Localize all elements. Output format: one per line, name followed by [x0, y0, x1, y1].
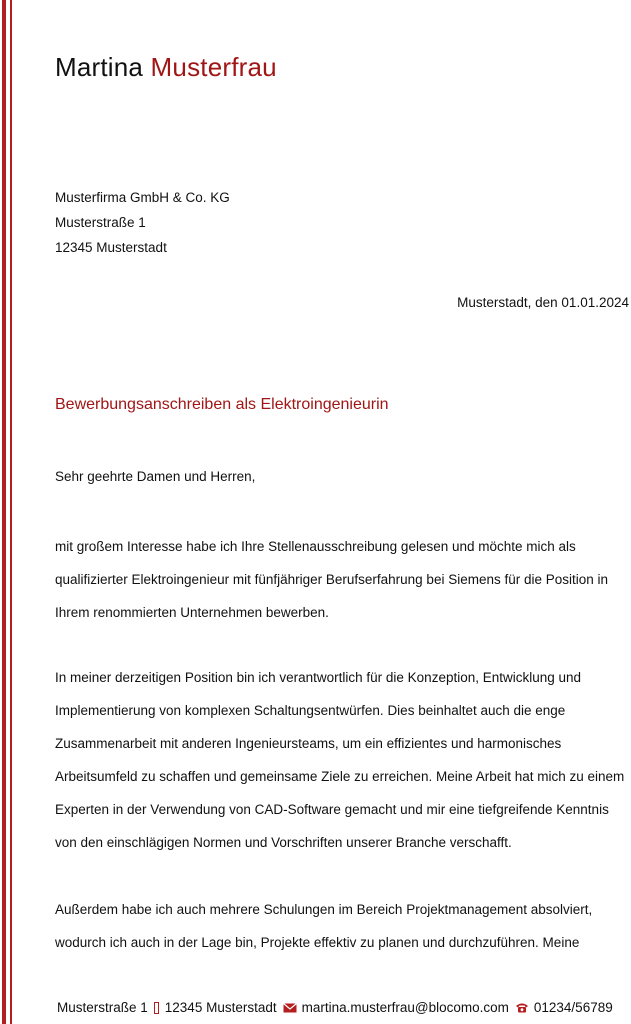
- sender-name: [55, 52, 277, 83]
- left-margin-rule-thick: [2, 0, 6, 1024]
- footer-email[interactable]: martina.musterfrau@blocomo.com: [301, 1000, 509, 1015]
- body-paragraph-2: In meiner derzeitigen Position bin ich verantwortlich für die Konzeption, Entwicklung und Implementierung von komplexen Schaltungsentwürfen. Dies beinhaltet auch die enge Zusammenarbeit mit anderen Ingenieursteams, um ein effizientes und harmonisches Arbeitsumfeld zu schaffen und gemeinsame Ziele zu erreichen. Meine Arbeit hat mich zu einem Experten in der Verwendung von CAD-Software gemacht und mir eine tiefgreifende Kenntnis von den einschlägigen Normen und Vorschriften unserer Branche verschafft.: [55, 670, 625, 850]
- salutation: Sehr geehrte Damen und Herren,: [55, 469, 256, 484]
- footer-contact-line: [57, 1000, 613, 1015]
- recipient-street: Musterstraße 1: [55, 215, 146, 230]
- body-paragraph-3: Außerdem habe ich auch mehrere Schulungen im Bereich Projektmanagement absolviert, wodurch ich auch in der Lage bin, Projekte effektiv zu planen und durchzuführen. Meine: [55, 902, 593, 950]
- footer-street: Musterstraße 1: [57, 1000, 148, 1015]
- separator-box-icon: [154, 1002, 159, 1014]
- recipient-company: Musterfirma GmbH & Co. KG: [55, 190, 230, 205]
- letter-subject: Bewerbungsanschreiben als Elektroingenieurin: [55, 396, 389, 413]
- sender-last-name: Musterfrau: [150, 52, 277, 82]
- left-margin-rule-thin: [10, 0, 12, 1024]
- body-paragraph-1: mit großem Interesse habe ich Ihre Stellenausschreibung gelesen und möchte mich als qualifizierter Elektroingenieur mit fünfjähriger Berufserfahrung bei Siemens für die Position in Ihrem renommierten Unternehmen bewerben.: [55, 539, 609, 620]
- telephone-icon: [515, 1002, 529, 1013]
- recipient-city: 12345 Musterstadt: [55, 240, 167, 255]
- footer-phone[interactable]: 01234/56789: [533, 1000, 613, 1015]
- footer-city: 12345 Musterstadt: [164, 1000, 277, 1015]
- envelope-icon: [283, 1003, 297, 1013]
- recipient-address: [55, 185, 230, 260]
- date-line: Musterstadt, den 01.01.2024: [457, 295, 629, 310]
- sender-first-name: Martina: [55, 52, 144, 82]
